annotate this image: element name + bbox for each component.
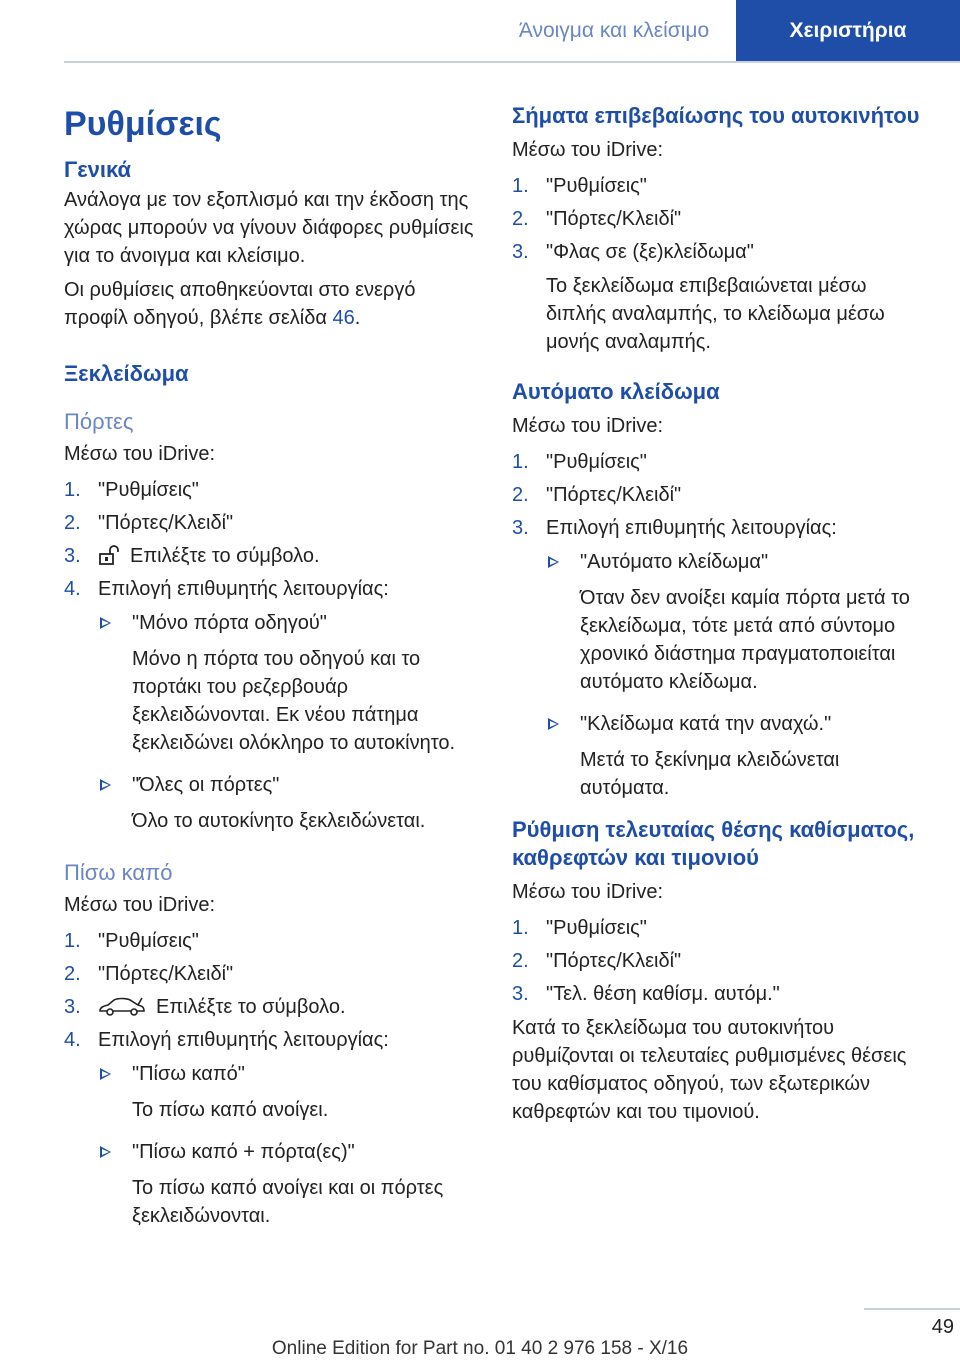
step-number: 4. bbox=[64, 578, 81, 600]
step-text: "Ρυθμίσεις" bbox=[546, 917, 647, 939]
general-paragraph-1: Ανάλογα με τον εξοπλισμό και την έκδοση της χώρας μπορούν να γίνουν διάφορες ρυθμίσεις για το άνοιγμα και κλείσιμο. bbox=[64, 189, 474, 267]
heading-unlocking: Ξεκλείδωμα bbox=[64, 361, 189, 386]
page-header bbox=[0, 0, 960, 62]
list-item bbox=[64, 542, 478, 570]
list-item bbox=[512, 947, 926, 975]
doors-via-idrive: Μέσω του iDrive: bbox=[64, 443, 215, 465]
option-description: Το πίσω καπό ανοίγει. bbox=[132, 1099, 329, 1121]
tailgate-via-idrive: Μέσω του iDrive: bbox=[64, 894, 215, 916]
option-description: Μόνο η πόρτα του οδηγού και το πορτάκι του ρεζερβουάρ ξεκλειδώνονται. Εκ νέου πάτημα ξεκλειδώνει ολόκληρο το αυτοκίνητο. bbox=[132, 648, 456, 754]
step-text: Επιλογή επιθυμητής λειτουργίας: bbox=[98, 1029, 389, 1051]
general-paragraph-2-text: Οι ρυθμίσεις αποθηκεύονται στο ενεργό προφίλ οδηγού, βλέπε σελίδα bbox=[64, 279, 416, 329]
triangle-bullet-icon bbox=[548, 718, 559, 730]
list-item bbox=[512, 238, 926, 356]
step-text: "Ρυθμίσεις" bbox=[546, 451, 647, 473]
door-unlock-icon bbox=[98, 544, 120, 566]
step-text: "Ρυθμίσεις" bbox=[546, 175, 647, 197]
option-description: Μετά το ξεκίνημα κλειδώνεται αυτόματα. bbox=[580, 749, 840, 799]
heading-last-seat-position: Ρύθμιση τελευταίας θέσης καθίσματος, καθρεφτών και τιμονιού bbox=[512, 817, 915, 870]
triangle-bullet-icon bbox=[100, 1068, 111, 1080]
option-title: "Πίσω καπό + πόρτα(ες)" bbox=[132, 1141, 355, 1163]
step-text: Επιλογή επιθυμητής λειτουργίας: bbox=[546, 517, 837, 539]
list-item bbox=[64, 927, 478, 955]
step-number: 1. bbox=[512, 917, 529, 939]
list-item bbox=[512, 172, 926, 200]
option-item bbox=[98, 1060, 478, 1124]
step-text: "Τελ. θέση καθίσμ. αυτόμ." bbox=[546, 983, 780, 1005]
list-item bbox=[64, 960, 478, 988]
general-paragraph-2-end: . bbox=[354, 307, 361, 329]
list-item bbox=[64, 509, 478, 537]
triangle-bullet-icon bbox=[548, 556, 559, 568]
list-item bbox=[512, 448, 926, 476]
lastseat-via-idrive: Μέσω του iDrive: bbox=[512, 881, 663, 903]
option-description: Όλο το αυτοκίνητο ξεκλειδώνεται. bbox=[132, 810, 426, 832]
step-number: 2. bbox=[512, 208, 529, 230]
step-text: "Ρυθμίσεις" bbox=[98, 930, 199, 952]
list-item bbox=[512, 980, 926, 1008]
page-link-46[interactable]: 46 bbox=[332, 307, 355, 329]
triangle-bullet-icon bbox=[100, 617, 111, 629]
list-item bbox=[64, 993, 478, 1021]
footer-divider bbox=[864, 1308, 960, 1310]
lastseat-paragraph: Κατά το ξεκλείδωμα του αυτοκινήτου ρυθμίζονται οι τελευταίες ρυθμισμένες θέσεις του καθίσματος οδηγού, των εξωτερικών καθρεφτών και του τιμονιού. bbox=[512, 1017, 907, 1123]
option-title: "Μόνο πόρτα οδηγού" bbox=[132, 612, 327, 634]
car-tailgate-icon bbox=[98, 995, 146, 1017]
doors-options bbox=[98, 609, 478, 835]
step-description: Το ξεκλείδωμα επιβεβαιώνεται μέσω διπλής αναλαμπής, το κλείδωμα μέσω μονής αναλαμπής. bbox=[546, 275, 885, 353]
step-text: "Πόρτες/Κλειδί" bbox=[546, 950, 682, 972]
step-number: 3. bbox=[64, 545, 81, 567]
list-item bbox=[64, 575, 478, 835]
header-section-tab: Χειριστήρια bbox=[736, 0, 960, 62]
step-text: "Πόρτες/Κλειδί" bbox=[98, 512, 234, 534]
option-item bbox=[98, 609, 478, 757]
autolock-via-idrive: Μέσω του iDrive: bbox=[512, 415, 663, 437]
step-number: 3. bbox=[512, 241, 529, 263]
heading-doors: Πόρτες bbox=[64, 409, 134, 434]
heading-confirmation-signals: Σήματα επιβεβαίωσης του αυτοκινήτου bbox=[512, 103, 920, 128]
edition-footer: Online Edition for Part no. 01 40 2 976 158 - X/16 bbox=[271, 1338, 689, 1359]
option-title: "Πίσω καπό" bbox=[132, 1063, 245, 1085]
triangle-bullet-icon bbox=[100, 1146, 111, 1158]
option-description: Όταν δεν ανοίξει καμία πόρτα μετά το ξεκλείδωμα, τότε μετά από σύντομο χρονικό διάστημα πραγματοποιείται αυτόματο κλείδωμα. bbox=[580, 587, 910, 693]
step-text: Επιλέξτε το σύμβολο. bbox=[156, 996, 346, 1018]
step-number: 2. bbox=[512, 484, 529, 506]
step-number: 3. bbox=[512, 517, 529, 539]
option-item bbox=[98, 771, 478, 835]
list-item bbox=[64, 476, 478, 504]
heading-auto-lock: Αυτόματο κλείδωμα bbox=[512, 379, 720, 404]
tailgate-steps bbox=[64, 927, 478, 1230]
tailgate-options bbox=[98, 1060, 478, 1230]
step-number: 1. bbox=[512, 175, 529, 197]
step-number: 4. bbox=[64, 1029, 81, 1051]
heading-general: Γενικά bbox=[64, 157, 132, 182]
step-text: "Ρυθμίσεις" bbox=[98, 479, 199, 501]
step-text: "Πόρτες/Κλειδί" bbox=[546, 208, 682, 230]
list-item bbox=[512, 205, 926, 233]
option-item bbox=[98, 1138, 478, 1230]
step-text: Επιλέξτε το σύμβολο. bbox=[130, 545, 320, 567]
doors-steps bbox=[64, 476, 478, 835]
right-column bbox=[512, 96, 926, 1126]
option-title: "Αυτόματο κλείδωμα" bbox=[580, 551, 769, 573]
confirm-steps bbox=[512, 172, 926, 356]
option-title: "Κλείδωμα κατά την αναχώ." bbox=[580, 713, 832, 735]
autolock-options bbox=[546, 548, 926, 802]
left-column bbox=[64, 96, 478, 1244]
list-item bbox=[512, 481, 926, 509]
list-item bbox=[512, 514, 926, 802]
step-number: 1. bbox=[64, 479, 81, 501]
page-number: 49 bbox=[931, 1316, 954, 1338]
step-number: 1. bbox=[64, 930, 81, 952]
header-chapter: Άνοιγμα και κλείσιμο bbox=[518, 19, 710, 42]
step-text: "Πόρτες/Κλειδί" bbox=[98, 963, 234, 985]
option-title: "Όλες οι πόρτες" bbox=[132, 774, 280, 796]
option-item bbox=[546, 548, 926, 696]
list-item bbox=[64, 1026, 478, 1230]
step-number: 3. bbox=[64, 996, 81, 1018]
step-number: 3. bbox=[512, 983, 529, 1005]
lastseat-steps bbox=[512, 914, 926, 1008]
heading-tailgate: Πίσω καπό bbox=[64, 860, 173, 885]
header-divider bbox=[64, 61, 960, 63]
step-number: 1. bbox=[512, 451, 529, 473]
list-item bbox=[512, 914, 926, 942]
option-item bbox=[546, 710, 926, 802]
option-description: Το πίσω καπό ανοίγει και οι πόρτες ξεκλειδώνονται. bbox=[132, 1177, 444, 1227]
autolock-steps bbox=[512, 448, 926, 802]
step-text: "Φλας σε (ξε)κλείδωμα" bbox=[546, 241, 754, 263]
general-paragraph-2 bbox=[64, 276, 478, 332]
step-number: 2. bbox=[512, 950, 529, 972]
confirm-via-idrive: Μέσω του iDrive: bbox=[512, 139, 663, 161]
page-title: Ρυθμίσεις bbox=[64, 105, 222, 143]
step-text: "Πόρτες/Κλειδί" bbox=[546, 484, 682, 506]
step-text: Επιλογή επιθυμητής λειτουργίας: bbox=[98, 578, 389, 600]
triangle-bullet-icon bbox=[100, 779, 111, 791]
step-number: 2. bbox=[64, 512, 81, 534]
step-number: 2. bbox=[64, 963, 81, 985]
